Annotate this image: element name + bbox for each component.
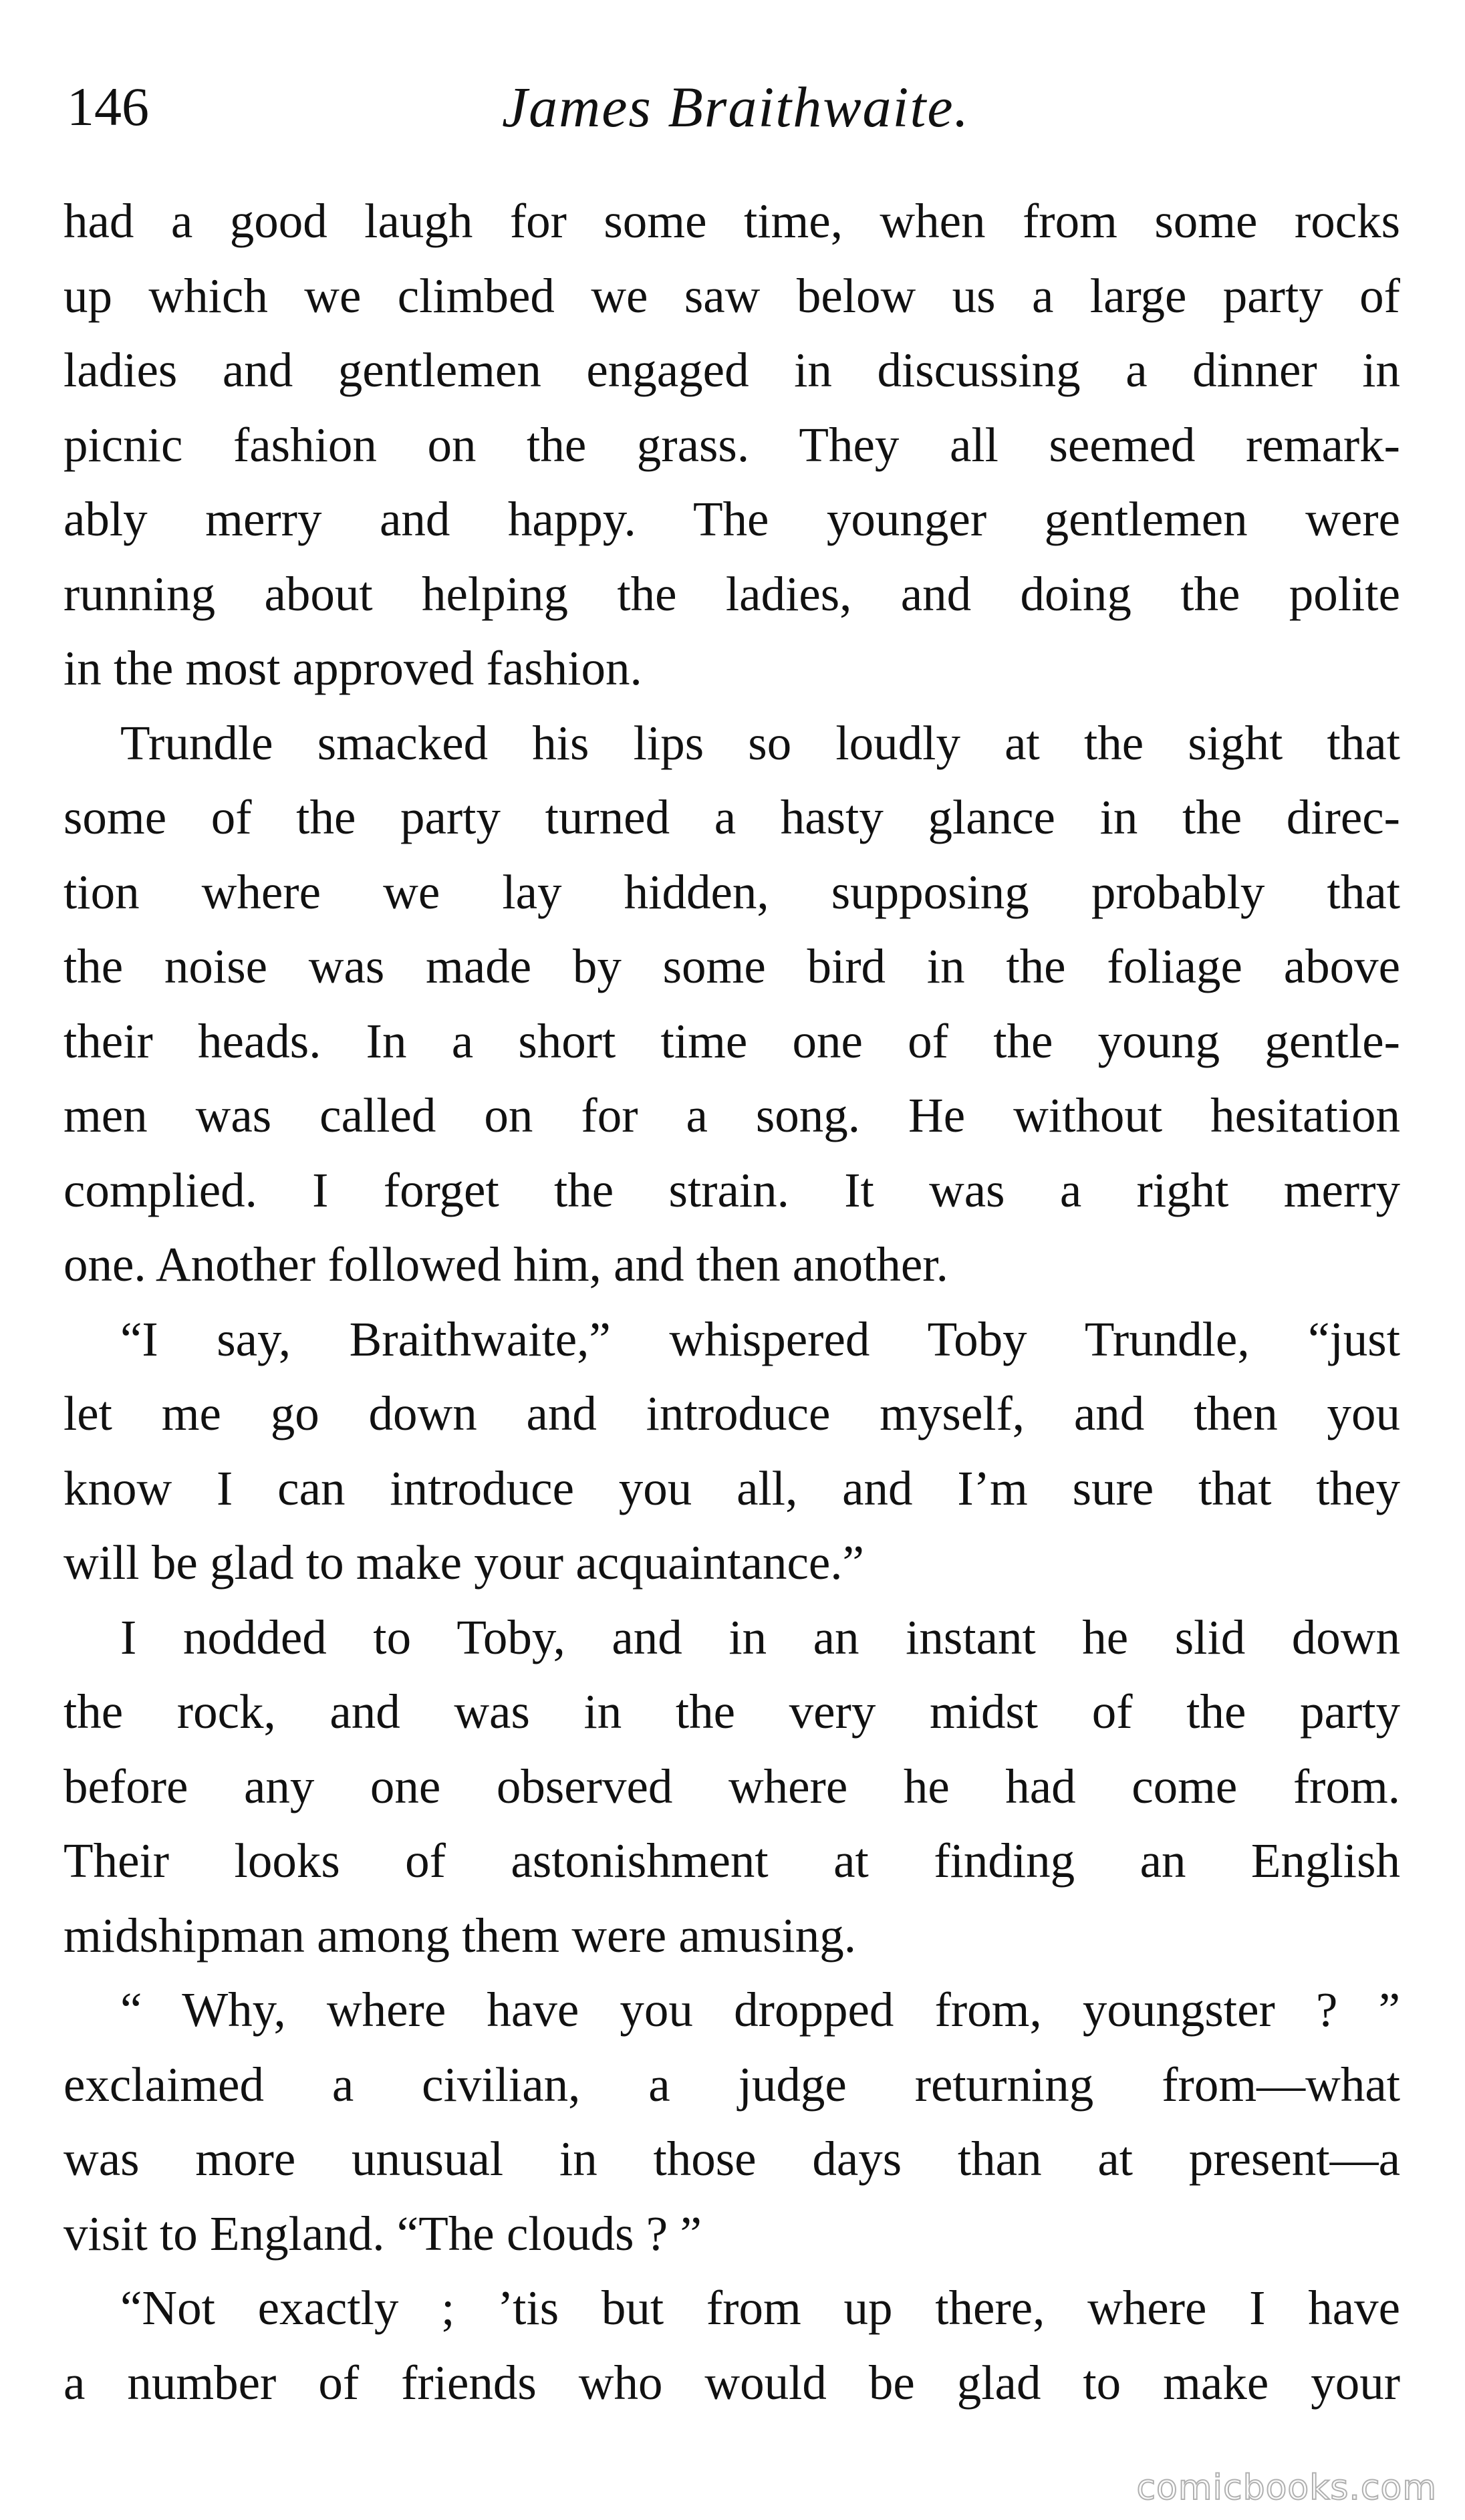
text-line: let me go down and introduce myself, and then you — [63, 1386, 1400, 1440]
text-line: will be glad to make your acquaintance.” — [63, 1535, 864, 1590]
paragraph-4 — [63, 1600, 1400, 1973]
text-line: tion where we lay hidden, supposing probably that — [63, 864, 1400, 919]
body-text — [63, 184, 1400, 2420]
text-line: running about helping the ladies, and doing the polite — [63, 566, 1400, 621]
text-line: ladies and gentlemen engaged in discussing a dinner in — [63, 343, 1400, 397]
text-line: ably merry and happy. The younger gentlemen were — [63, 492, 1400, 546]
paragraph-2 — [63, 706, 1400, 1302]
text-line: “ Why, where have you dropped from, youngster ? ” — [120, 1983, 1400, 2037]
text-line: picnic fashion on the grass. They all seemed remark- — [63, 417, 1400, 472]
paragraph-5 — [63, 1973, 1400, 2271]
text-line: one. Another followed him, and then another. — [63, 1237, 948, 1291]
page-number: 146 — [67, 76, 149, 137]
page-header — [67, 67, 1405, 147]
text-line: in the most approved fashion. — [63, 641, 642, 695]
text-line: the noise was made by some bird in the foliage above — [63, 939, 1400, 993]
paragraph-3 — [63, 1302, 1400, 1600]
text-line: men was called on for a song. He without hesitation — [63, 1088, 1400, 1142]
running-title: James Braithwaite. — [501, 75, 970, 139]
paragraph-6 — [63, 2271, 1400, 2420]
text-line: exclaimed a civilian, a judge returning from—what — [63, 2057, 1400, 2112]
text-line: Trundle smacked his lips so loudly at the sight that — [120, 715, 1400, 770]
text-line: their heads. In a short time one of the young gentle- — [63, 1013, 1400, 1068]
text-line: before any one observed where he had come from. — [63, 1759, 1400, 1813]
text-line: was more unusual in those days than at present—a — [63, 2132, 1400, 2186]
watermark-text: comicbooks.com — [1136, 2468, 1437, 2508]
text-line: “Not exactly ; ’tis but from up there, where I have — [120, 2281, 1400, 2335]
text-line: had a good laugh for some time, when from some rocks — [63, 194, 1400, 248]
paragraph-1 — [63, 184, 1400, 706]
text-line: I nodded to Toby, and in an instant he slid down — [120, 1610, 1400, 1664]
text-line: a number of friends who would be glad to make your — [63, 2355, 1400, 2410]
text-line: know I can introduce you all, and I’m sure that they — [63, 1461, 1400, 1515]
text-line: Their looks of astonishment at finding an English — [63, 1834, 1400, 1888]
text-line: “I say, Braithwaite,” whispered Toby Trundle, “just — [120, 1311, 1400, 1366]
text-line: some of the party turned a hasty glance in the direc- — [63, 790, 1400, 844]
text-line: visit to England. “The clouds ? ” — [63, 2206, 702, 2261]
text-line: the rock, and was in the very midst of the party — [63, 1684, 1400, 1739]
text-line: complied. I forget the strain. It was a right merry — [63, 1162, 1400, 1217]
text-line: up which we climbed we saw below us a large party of — [63, 268, 1400, 323]
text-line: midshipman among them were amusing. — [63, 1908, 857, 1963]
